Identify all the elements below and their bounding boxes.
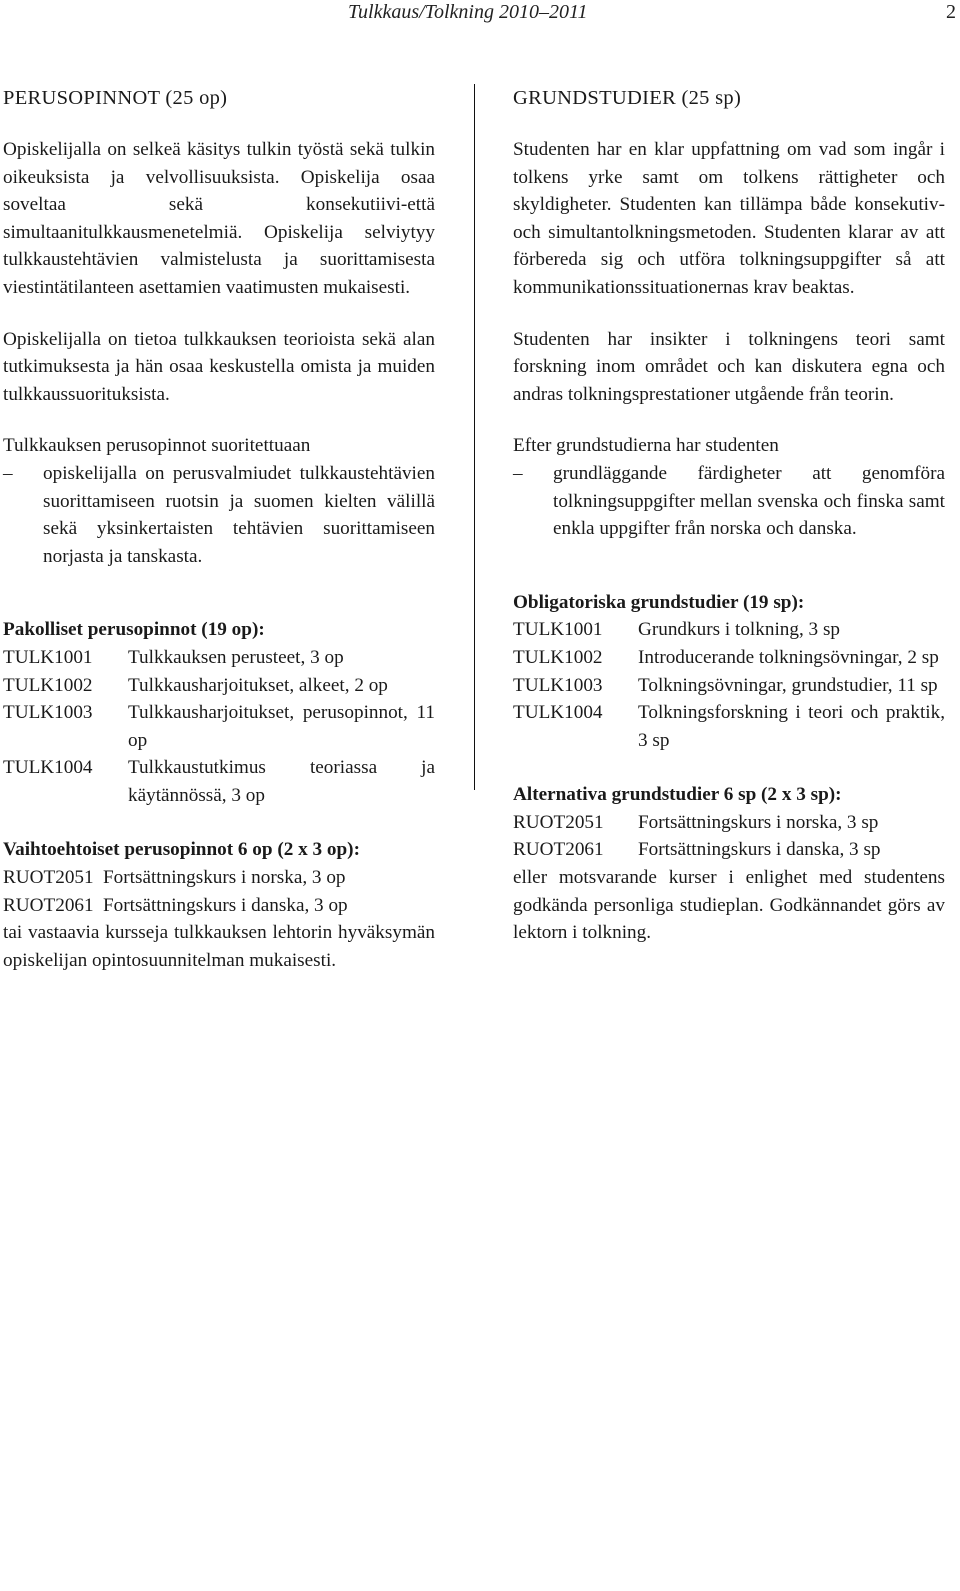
dash-bullet: – (3, 462, 13, 484)
swedish-section-heading: GRUNDSTUDIER (25 sp) (513, 87, 742, 109)
document-title: Tulkkaus/Tolkning 2010–2011 (348, 1, 588, 23)
course-code: TULK1002 (513, 646, 603, 668)
course-code: TULK1004 (3, 757, 93, 779)
finnish-paragraph-1: Opiskelijalla on selkeä käsitys tulkin työstä sekä tulkin oikeuksista ja velvollisuuksista. Opiskelija osaa soveltaa sekä konsekutiivi-että simultaanitulkkausmenetelmiä. Opiskelija selviytyy tulkkaustehtävien valmistelusta ja suorittamisesta viestintätilanteen asettamien vaatimusten mukaisesti. (3, 139, 435, 298)
column-divider (474, 84, 475, 790)
course-code: TULK1004 (513, 702, 603, 724)
finnish-optional-courses (3, 836, 435, 974)
course-code: RUOT2051 (3, 867, 94, 889)
course-name: Tolkningsforskning i teori och praktik, 3 sp (638, 702, 945, 751)
course-code: RUOT2061 (513, 839, 604, 861)
finnish-outcome-intro: Tulkkauksen perusopinnot suoritettuaan (3, 435, 311, 457)
course-code: TULK1001 (513, 619, 603, 641)
swedish-optional-courses (513, 781, 945, 947)
finnish-optional-heading: Vaihtoehtoiset perusopinnot 6 op (2 x 3 op): (3, 839, 360, 861)
course-row (3, 672, 435, 700)
course-name: Fortsättningskurs i danska, 3 sp (638, 839, 881, 861)
finnish-mandatory-heading: Pakolliset perusopinnot (19 op): (3, 619, 265, 641)
course-name: Fortsättningskurs i norska, 3 sp (638, 811, 879, 833)
swedish-outcome-intro: Efter grundstudierna har studenten (513, 435, 779, 457)
swedish-column (513, 84, 945, 947)
course-row (3, 754, 435, 809)
finnish-outcome-item (3, 460, 435, 570)
swedish-paragraph-2: Studenten har insikter i tolkningens teori samt forskning inom området och kan diskutera egna och andras tolkningsprestationer utgående från teorin. (513, 328, 945, 405)
course-row (3, 892, 435, 920)
course-name: Tulkkauksen perusteet, 3 op (128, 646, 344, 668)
finnish-optional-note: tai vastaavia kursseja tulkkauksen lehtorin hyväksymän opiskelijan opintosuunnitelman mukaisesti. (3, 922, 435, 971)
finnish-paragraph-2: Opiskelijalla on tietoa tulkkauksen teorioista sekä alan tutkimuksesta ja hän osaa keskustella omista ja muiden tulkkaussuorituksista. (3, 328, 435, 405)
finnish-outcome-text: opiskelijalla on perusvalmiudet tulkkaustehtävien suorittamiseen ruotsin ja suomen kielten välillä sekä yksinkertaisten tehtävien suorittamiseen norjasta ja tanskasta. (43, 462, 435, 567)
course-row (513, 672, 945, 700)
page-number: 2 (946, 1, 956, 23)
swedish-outcome-text: grundläggande färdigheter att genomföra tolkningsuppgifter mellan svenska och finska samt enkla uppgifter från norska och danska. (553, 462, 945, 540)
dash-bullet: – (513, 462, 523, 484)
finnish-outcomes (3, 432, 435, 570)
course-name: Grundkurs i tolkning, 3 sp (638, 619, 841, 641)
finnish-column (3, 84, 435, 974)
course-code: TULK1002 (3, 674, 93, 696)
course-code: RUOT2051 (513, 811, 604, 833)
course-name: Tolkningsövningar, grundstudier, 11 sp (638, 674, 938, 696)
course-code: TULK1001 (3, 646, 93, 668)
course-row (513, 644, 945, 672)
course-code: TULK1003 (513, 674, 603, 696)
course-row (513, 809, 945, 837)
course-row (513, 836, 945, 864)
swedish-optional-note: eller motsvarande kurser i enlighet med studentens godkända personliga studieplan. Godkännandet görs av lektorn i tolkning. (513, 867, 945, 944)
swedish-outcomes (513, 432, 945, 542)
swedish-outcome-item (513, 460, 945, 543)
course-row (513, 616, 945, 644)
course-name: Fortsättningskurs i danska, 3 op (103, 894, 348, 916)
course-name: Tulkkaustutkimus teoriassa ja käytännössä, 3 op (128, 757, 435, 806)
course-name: Tulkkausharjoitukset, alkeet, 2 op (128, 674, 388, 696)
finnish-mandatory-courses (3, 616, 435, 809)
swedish-paragraph-1: Studenten har en klar uppfattning om vad som ingår i tolkens yrke samt om tolkens rättigheter och skyldigheter. Studenten kan tillämpa både konsekutiv- och simultantolkningsmetoden. Studenten klarar av att förbereda sig och utföra tolkningsuppgifter så att kommunikationssituationernas krav beaktas. (513, 139, 945, 298)
course-row (3, 864, 435, 892)
swedish-optional-heading: Alternativa grundstudier 6 sp (2 x 3 sp): (513, 784, 842, 806)
course-row (513, 699, 945, 754)
page-header (0, 0, 960, 32)
course-name: Tulkkausharjoitukset, perusopinnot, 11 op (128, 702, 435, 751)
course-row (3, 644, 435, 672)
course-name: Introducerande tolkningsövningar, 2 sp (638, 646, 939, 668)
course-name: Fortsättningskurs i norska, 3 op (103, 867, 346, 889)
course-code: TULK1003 (3, 702, 93, 724)
finnish-section-heading: PERUSOPINNOT (25 op) (3, 87, 228, 109)
swedish-mandatory-courses (513, 589, 945, 755)
course-code: RUOT2061 (3, 894, 94, 916)
swedish-mandatory-heading: Obligatoriska grundstudier (19 sp): (513, 591, 805, 613)
course-row (3, 699, 435, 754)
